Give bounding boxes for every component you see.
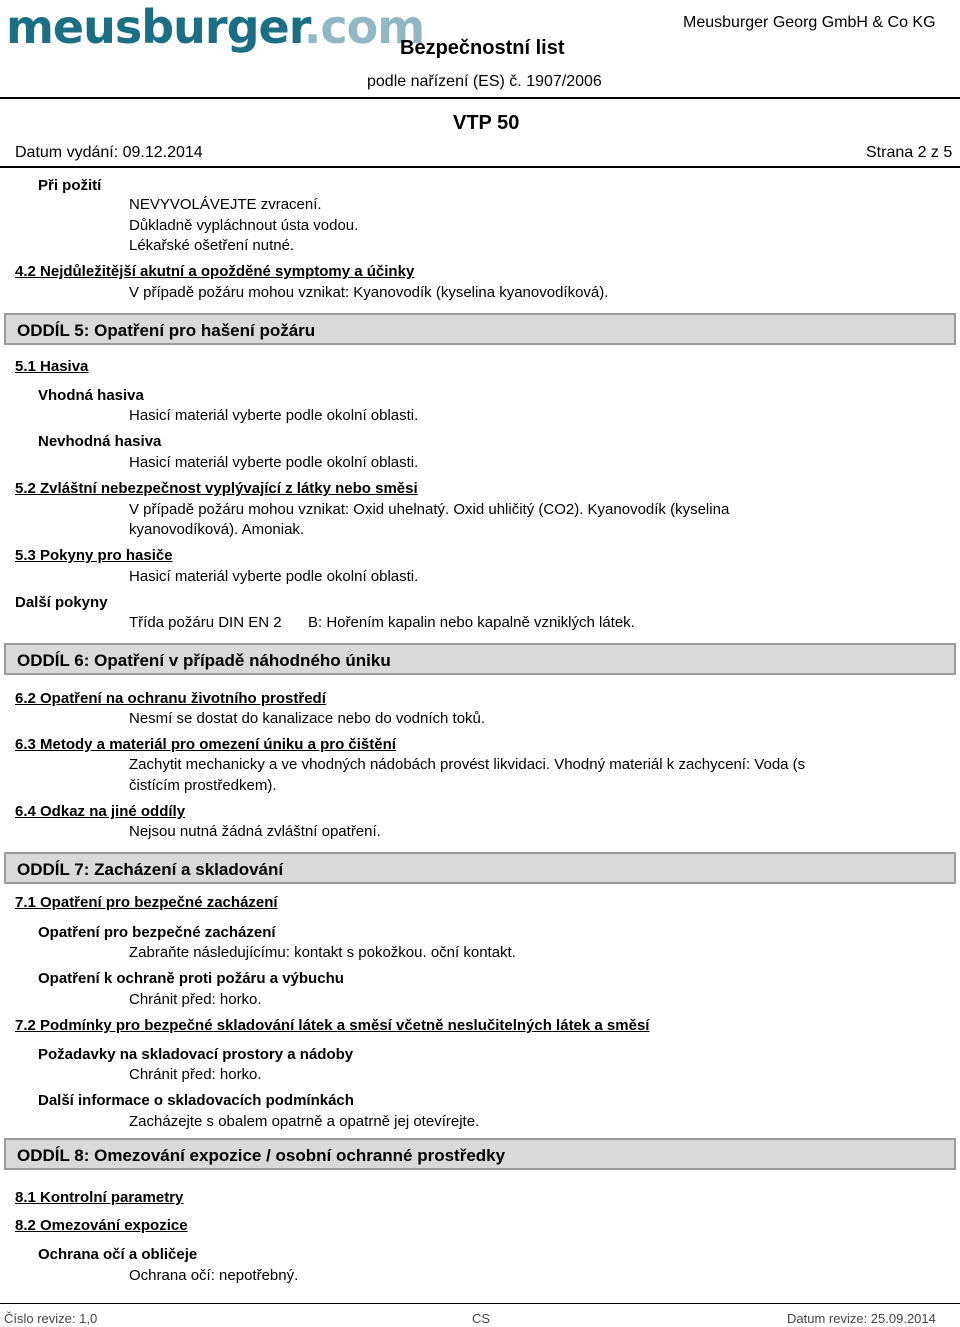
subsection-8-2-heading: 8.2 Omezování expozice [15, 1217, 188, 1234]
ingestion-line-1: NEVYVOLÁVEJTE zvracení. [129, 196, 322, 213]
section-5-title: ODDÍL 5: Opatření pro hašení požáru [17, 321, 316, 340]
subsection-6-4-heading: 6.4 Odkaz na jiné oddíly [15, 803, 186, 820]
company-logo [4, 0, 425, 62]
unsuitable-media-label: Nevhodná hasiva [38, 433, 162, 450]
safe-handling-label: Opatření pro bezpečné zacházení [38, 924, 276, 941]
subsection-6-4-text: Nejsou nutná žádná zvláštní opatření. [129, 823, 381, 840]
storage-requirements-label: Požadavky na skladovací prostory a nádoby [38, 1046, 354, 1063]
subsection-5-2-heading: 5.2 Zvláštní nebezpečnost vyplývající z látky nebo směsi [15, 480, 418, 497]
company-name: Meusburger Georg GmbH & Co KG [683, 14, 936, 31]
footer-rule [0, 1303, 960, 1304]
ingestion-label: Při požití [38, 177, 102, 194]
suitable-media-label: Vhodná hasiva [38, 387, 144, 404]
subsection-5-1-heading: 5.1 Hasiva [15, 358, 89, 375]
header-rule-bottom [0, 166, 960, 168]
fire-class-label: Třída požáru DIN EN 2 [129, 614, 282, 631]
subsection-6-2-text: Nesmí se dostat do kanalizace nebo do vodních toků. [129, 710, 486, 727]
logo-wordmark: meusburger.com [6, 0, 425, 54]
fire-class-value: B: Hořením kapalin nebo kapalně vzniklých látek. [308, 614, 635, 631]
page-number: Strana 2 z 5 [866, 144, 953, 161]
revision-number: Číslo revize: 1,0 [4, 1311, 98, 1326]
subsection-4-2-text: V případě požáru mohou vznikat: Kyanovodík (kyselina kyanovodíková). [129, 284, 609, 301]
storage-further-label: Další informace o skladovacích podmínkách [38, 1092, 354, 1109]
subsection-7-2-heading: 7.2 Podmínky pro bezpečné skladování látek a směsí včetně neslučitelných látek a směsí [15, 1017, 650, 1034]
eye-protection-label: Ochrana očí a obličeje [38, 1246, 198, 1263]
unsuitable-media-text: Hasicí materiál vyberte podle okolní oblasti. [129, 454, 419, 471]
section-7-title: ODDÍL 7: Zacházení a skladování [17, 860, 284, 879]
other-instructions-label: Další pokyny [15, 594, 108, 611]
subsection-6-2-heading: 6.2 Opatření na ochranu životního prostředí [15, 690, 326, 707]
section-5-header [4, 313, 956, 345]
subsection-6-3-text-2: čistícím prostředkem). [129, 777, 277, 794]
subsection-6-3-text-1: Zachytit mechanicky a ve vhodných nádobách provést likvidaci. Vhodný materiál k zachycení: Voda (s [129, 756, 806, 773]
subsection-5-2-text-1: V případě požáru mohou vznikat: Oxid uhelnatý. Oxid uhličitý (CO2). Kyanovodík (kyselina [129, 501, 730, 518]
storage-further-text: Zacházejte s obalem opatrně a opatrně jej otevírejte. [129, 1113, 480, 1130]
fire-protection-label: Opatření k ochraně proti požáru a výbuchu [38, 970, 344, 987]
fire-protection-text: Chránit před: horko. [129, 991, 262, 1008]
ingestion-line-3: Lékařské ošetření nutné. [129, 237, 295, 254]
subsection-5-2-text-2: kyanovodíková). Amoniak. [129, 521, 305, 538]
subsection-7-1-heading: 7.1 Opatření pro bezpečné zacházení [15, 894, 278, 911]
section-6-title: ODDÍL 6: Opatření v případě náhodného úniku [17, 651, 391, 670]
document-title: Bezpečnostní list [400, 37, 565, 59]
section-7-header [4, 852, 956, 884]
section-8-header [4, 1138, 956, 1170]
language-code: CS [472, 1311, 491, 1326]
ingestion-line-2: Důkladně vypláchnout ústa vodou. [129, 217, 359, 234]
subsection-5-3-heading: 5.3 Pokyny pro hasiče [15, 547, 173, 564]
suitable-media-text: Hasicí materiál vyberte podle okolní oblasti. [129, 407, 419, 424]
subsection-8-1-heading: 8.1 Kontrolní parametry [15, 1189, 184, 1206]
section-8-title: ODDÍL 8: Omezování expozice / osobní ochranné prostředky [17, 1146, 506, 1165]
subsection-4-2-heading: 4.2 Nejdůležitější akutní a opožděné symptomy a účinky [15, 263, 415, 280]
storage-requirements-text: Chránit před: horko. [129, 1066, 262, 1083]
subsection-5-3-text: Hasicí materiál vyberte podle okolní oblasti. [129, 568, 419, 585]
revision-date: Datum revize: 25.09.2014 [787, 1311, 936, 1326]
header-rule-top [0, 97, 960, 99]
subsection-6-3-heading: 6.3 Metody a materiál pro omezení úniku a pro čištění [15, 736, 396, 753]
issue-date: Datum vydání: 09.12.2014 [15, 144, 203, 161]
eye-protection-text: Ochrana očí: nepotřebný. [129, 1267, 299, 1284]
regulation-text: podle nařízení (ES) č. 1907/2006 [367, 73, 602, 90]
safe-handling-text: Zabraňte následujícímu: kontakt s pokožkou. oční kontakt. [129, 944, 516, 961]
section-6-header [4, 643, 956, 675]
product-name: VTP 50 [453, 112, 520, 134]
